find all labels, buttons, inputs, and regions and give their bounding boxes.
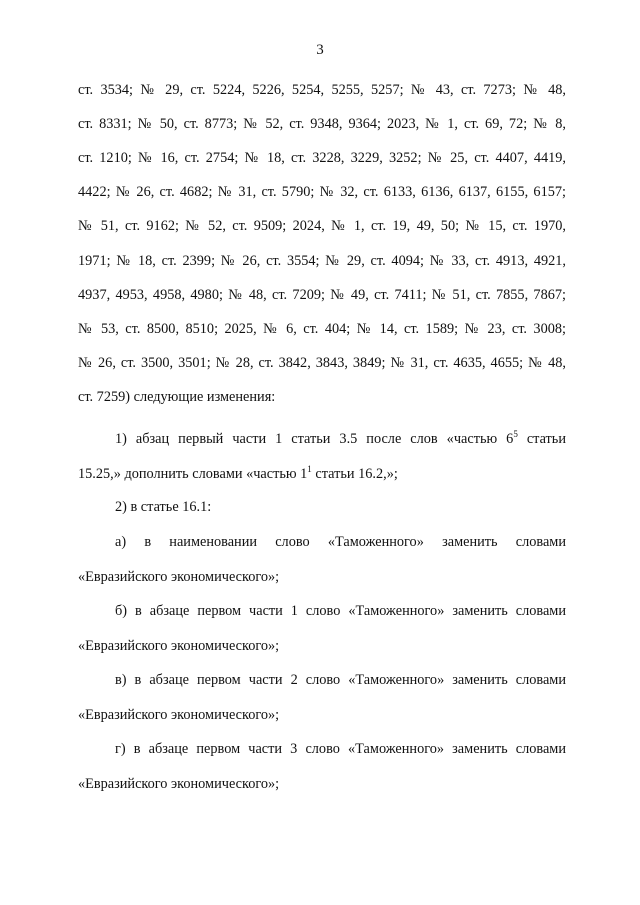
subitem-a-line-1: а) в наименовании слово «Таможенного» заменить словами bbox=[115, 534, 566, 550]
subitem-g-line-1: г) в абзаце первом части 3 слово «Таможенного» заменить словами bbox=[115, 741, 566, 757]
item-2-heading: 2) в статье 16.1: bbox=[115, 499, 212, 515]
text-line: № 51, ст. 9162; № 52, ст. 9509; 2024, № 1, ст. 19, 49, 50; № 15, ст. 1970, bbox=[78, 218, 566, 234]
subitem-b-line-1: б) в абзаце первом части 1 слово «Таможенного» заменить словами bbox=[115, 603, 566, 619]
superscript: 5 bbox=[513, 429, 518, 439]
text-line: 4937, 4953, 4958, 4980; № 48, ст. 7209; № 49, ст. 7411; № 51, ст. 7855, 7867; bbox=[78, 287, 566, 303]
text-line: ст. 8331; № 50, ст. 8773; № 52, ст. 9348, 9364; 2023, № 1, ст. 69, 72; № 8, bbox=[78, 116, 566, 132]
subitem-g-line-2: «Евразийского экономического»; bbox=[78, 776, 280, 792]
text-line: № 26, ст. 3500, 3501; № 28, ст. 3842, 3843, 3849; № 31, ст. 4635, 4655; № 48, bbox=[78, 355, 566, 371]
item-1-line-2: 15.25,» дополнить словами «частью $1^1$ статьи 16.2,»; bbox=[78, 464, 398, 482]
superscript: 1 bbox=[307, 464, 312, 474]
text-line: № 53, ст. 8500, 8510; 2025, № 6, ст. 404; № 14, ст. 1589; № 23, ст. 3008; bbox=[78, 321, 566, 337]
subitem-v-line-2: «Евразийского экономического»; bbox=[78, 707, 280, 723]
text-line: ст. 3534; № 29, ст. 5224, 5226, 5254, 5255, 5257; № 43, ст. 7273; № 48, bbox=[78, 82, 566, 98]
subitem-v-line-1: в) в абзаце первом части 2 слово «Таможенного» заменить словами bbox=[115, 672, 566, 688]
subitem-b-line-2: «Евразийского экономического»; bbox=[78, 638, 280, 654]
subitem-a-line-2: «Евразийского экономического»; bbox=[78, 569, 280, 585]
item-1-line-1: 1) абзац первый части 1 статьи 3.5 после слов «частью $6^5$ статьи bbox=[115, 429, 566, 447]
text-line: ст. 1210; № 16, ст. 2754; № 18, ст. 3228, 3229, 3252; № 25, ст. 4407, 4419, bbox=[78, 150, 566, 166]
text-line: 1971; № 18, ст. 2399; № 26, ст. 3554; № 29, ст. 4094; № 33, ст. 4913, 4921, bbox=[78, 253, 566, 269]
text-line: 4422; № 26, ст. 4682; № 31, ст. 5790; № 32, ст. 6133, 6136, 6137, 6155, 6157; bbox=[78, 184, 566, 200]
page-number: 3 bbox=[316, 42, 324, 58]
text-line: ст. 7259) следующие изменения: bbox=[78, 389, 276, 405]
